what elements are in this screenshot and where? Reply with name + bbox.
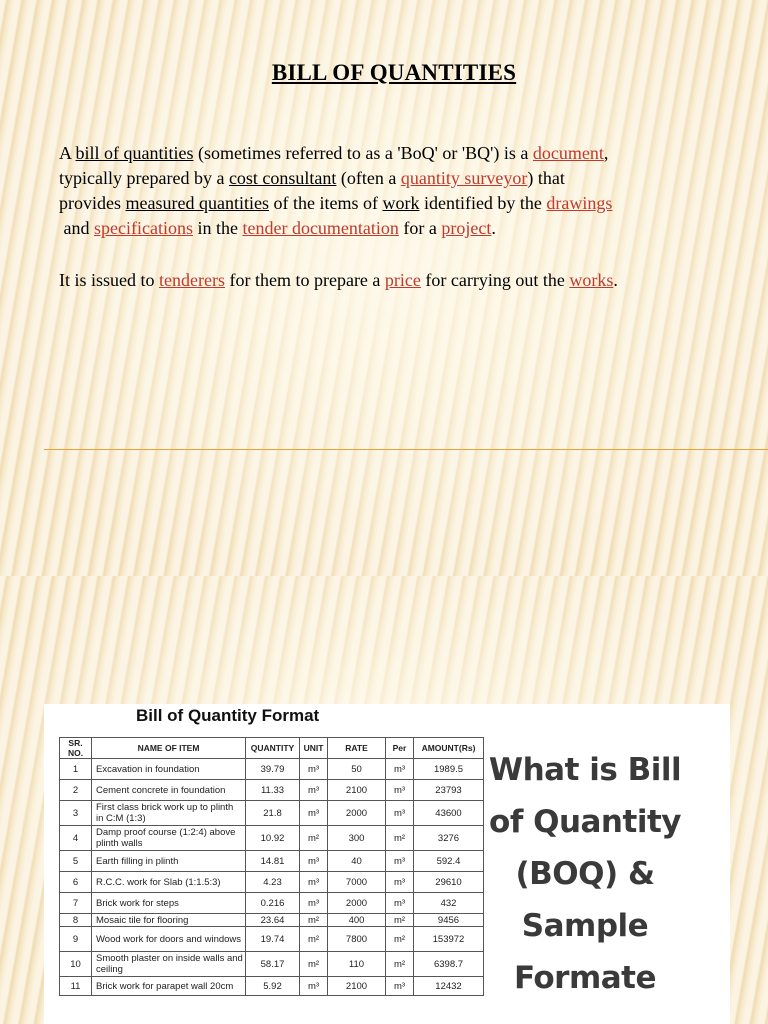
table-row — [60, 914, 484, 927]
cell-qty: 11.33 — [246, 780, 300, 801]
cell-rate: 7000 — [328, 872, 386, 893]
header-unit: UNIT — [300, 738, 328, 759]
issued-paragraph — [59, 268, 749, 293]
cell-unit: m² — [300, 927, 328, 952]
text: (often a — [336, 168, 401, 188]
cell-sr: 7 — [60, 893, 92, 914]
term-bill-of-quantities: bill of quantities — [75, 143, 194, 163]
cell-sr: 1 — [60, 759, 92, 780]
term-work: work — [382, 193, 420, 213]
cell-per: m² — [386, 914, 414, 927]
text: for carrying out the — [420, 270, 570, 290]
cell-unit: m³ — [300, 872, 328, 893]
link-price[interactable]: price — [384, 270, 421, 290]
cell-name: Earth filling in plinth — [92, 851, 246, 872]
cell-qty: 0.216 — [246, 893, 300, 914]
table-row — [60, 780, 484, 801]
cell-rate: 2000 — [328, 801, 386, 826]
cell-rate: 50 — [328, 759, 386, 780]
cell-qty: 14.81 — [246, 851, 300, 872]
cell-rate: 300 — [328, 826, 386, 851]
cell-unit: m² — [300, 952, 328, 977]
table-row — [60, 826, 484, 851]
cell-sr: 5 — [60, 851, 92, 872]
cell-rate: 2100 — [328, 977, 386, 996]
cell-sr: 11 — [60, 977, 92, 996]
headline-line-3: (BOQ) & — [515, 856, 655, 892]
text: typically prepared by a — [59, 168, 229, 188]
cell-unit: m³ — [300, 801, 328, 826]
text: It is issued to — [59, 270, 160, 290]
cell-rate: 110 — [328, 952, 386, 977]
table-row — [60, 851, 484, 872]
cell-amount: 1989.5 — [414, 759, 484, 780]
link-quantity-surveyor[interactable]: quantity surveyor — [400, 168, 528, 188]
cell-unit: m³ — [300, 759, 328, 780]
cell-qty: 4.23 — [246, 872, 300, 893]
boq-headline — [470, 744, 700, 1004]
cell-per: m² — [386, 927, 414, 952]
cell-rate: 40 — [328, 851, 386, 872]
term-cost-consultant: cost consultant — [228, 168, 337, 188]
cell-amount: 12432 — [414, 977, 484, 996]
slide-title: BILL OF QUANTITIES — [271, 60, 517, 85]
cell-qty: 39.79 — [246, 759, 300, 780]
text: A — [59, 143, 76, 163]
cell-name: Wood work for doors and windows — [92, 927, 246, 952]
cell-amount: 153972 — [414, 927, 484, 952]
table-title: Bill of Quantity Format — [136, 706, 320, 725]
cell-amount: 43600 — [414, 801, 484, 826]
link-tender-documentation[interactable]: tender documentation — [242, 218, 399, 238]
table-row — [60, 952, 484, 977]
text: and — [59, 218, 94, 238]
link-specifications[interactable]: specifications — [94, 218, 193, 238]
table-row — [60, 927, 484, 952]
cell-qty: 23.64 — [246, 914, 300, 927]
cell-unit: m² — [300, 914, 328, 927]
table-row — [60, 893, 484, 914]
cell-per: m² — [386, 826, 414, 851]
cell-rate: 2100 — [328, 780, 386, 801]
cell-rate: 7800 — [328, 927, 386, 952]
cell-name: First class brick work up to plinth in C:M (1:3) — [92, 801, 246, 826]
header-name-of-item: NAME OF ITEM — [92, 738, 246, 759]
text: for a — [398, 218, 442, 238]
cell-name: Smooth plaster on inside walls and ceiling — [92, 952, 246, 977]
cell-name: Mosaic tile for flooring — [92, 914, 246, 927]
text: for them to prepare a — [224, 270, 385, 290]
cell-qty: 21.8 — [246, 801, 300, 826]
cell-amount: 9456 — [414, 914, 484, 927]
cell-unit: m³ — [300, 851, 328, 872]
cell-qty: 58.17 — [246, 952, 300, 977]
cell-name: Damp proof course (1:2:4) above plinth walls — [92, 826, 246, 851]
cell-sr: 6 — [60, 872, 92, 893]
boq-table — [59, 737, 484, 996]
paragraph-line — [59, 268, 749, 293]
cell-sr: 3 — [60, 801, 92, 826]
cell-sr: 8 — [60, 914, 92, 927]
table-row — [60, 977, 484, 996]
header-quantity: QUANTITY — [246, 738, 300, 759]
link-drawings[interactable]: drawings — [546, 193, 613, 213]
cell-per: m³ — [386, 893, 414, 914]
table-row — [60, 759, 484, 780]
text: ) that — [527, 168, 565, 188]
cell-sr: 10 — [60, 952, 92, 977]
cell-per: m² — [386, 952, 414, 977]
paragraph-line-4 — [59, 216, 749, 241]
paragraph-line-3 — [59, 191, 749, 216]
header-amount: AMOUNT(Rs) — [414, 738, 484, 759]
cell-unit: m² — [300, 826, 328, 851]
cell-per: m³ — [386, 977, 414, 996]
cell-rate: 2000 — [328, 893, 386, 914]
header-rate: RATE — [328, 738, 386, 759]
cell-amount: 592.4 — [414, 851, 484, 872]
cell-per: m³ — [386, 759, 414, 780]
cell-name: Cement concrete in foundation — [92, 780, 246, 801]
table-row — [60, 872, 484, 893]
text: in the — [192, 218, 243, 238]
cell-per: m³ — [386, 780, 414, 801]
cell-amount: 432 — [414, 893, 484, 914]
definition-paragraph — [59, 141, 749, 241]
cell-sr: 9 — [60, 927, 92, 952]
headline-line-1: What is Bill — [488, 752, 682, 788]
headline-line-5: Formate — [513, 960, 657, 996]
cell-qty: 19.74 — [246, 927, 300, 952]
link-project[interactable]: project — [441, 218, 492, 238]
cell-amount: 6398.7 — [414, 952, 484, 977]
cell-qty: 10.92 — [246, 826, 300, 851]
text: . — [491, 218, 496, 238]
table-row — [60, 801, 484, 826]
cell-amount: 3276 — [414, 826, 484, 851]
cell-per: m³ — [386, 851, 414, 872]
cell-per: m³ — [386, 872, 414, 893]
paragraph-line-2 — [59, 166, 749, 191]
cell-name: Brick work for parapet wall 20cm — [92, 977, 246, 996]
link-tenderers[interactable]: tenderers — [159, 270, 225, 290]
cell-per: m³ — [386, 801, 414, 826]
text: of the items of — [268, 193, 383, 213]
paragraph-line-1 — [59, 141, 749, 166]
header-per: Per — [386, 738, 414, 759]
text: (sometimes referred to as a 'BoQ' or 'BQ') is a — [193, 143, 533, 163]
cell-amount: 29610 — [414, 872, 484, 893]
table-header-row — [60, 738, 484, 759]
header-sr-no: SR. NO. — [60, 738, 92, 759]
headline-line-4: Sample — [521, 908, 649, 944]
cell-name: R.C.C. work for Slab (1:1.5:3) — [92, 872, 246, 893]
term-measured-quantities: measured quantities — [125, 193, 269, 213]
headline-line-2: of Quantity — [489, 804, 681, 840]
text: identified by the — [419, 193, 547, 213]
cell-unit: m³ — [300, 780, 328, 801]
cell-amount: 23793 — [414, 780, 484, 801]
link-document[interactable]: document — [532, 143, 604, 163]
cell-qty: 5.92 — [246, 977, 300, 996]
link-works[interactable]: works — [569, 270, 614, 290]
cell-name: Excavation in foundation — [92, 759, 246, 780]
slide-2 — [0, 576, 768, 1024]
cell-unit: m³ — [300, 977, 328, 996]
cell-rate: 400 — [328, 914, 386, 927]
text: , — [603, 143, 609, 163]
cell-unit: m³ — [300, 893, 328, 914]
cell-sr: 2 — [60, 780, 92, 801]
divider-line — [44, 449, 768, 450]
text: provides — [59, 193, 126, 213]
cell-sr: 4 — [60, 826, 92, 851]
text: . — [613, 270, 618, 290]
cell-name: Brick work for steps — [92, 893, 246, 914]
